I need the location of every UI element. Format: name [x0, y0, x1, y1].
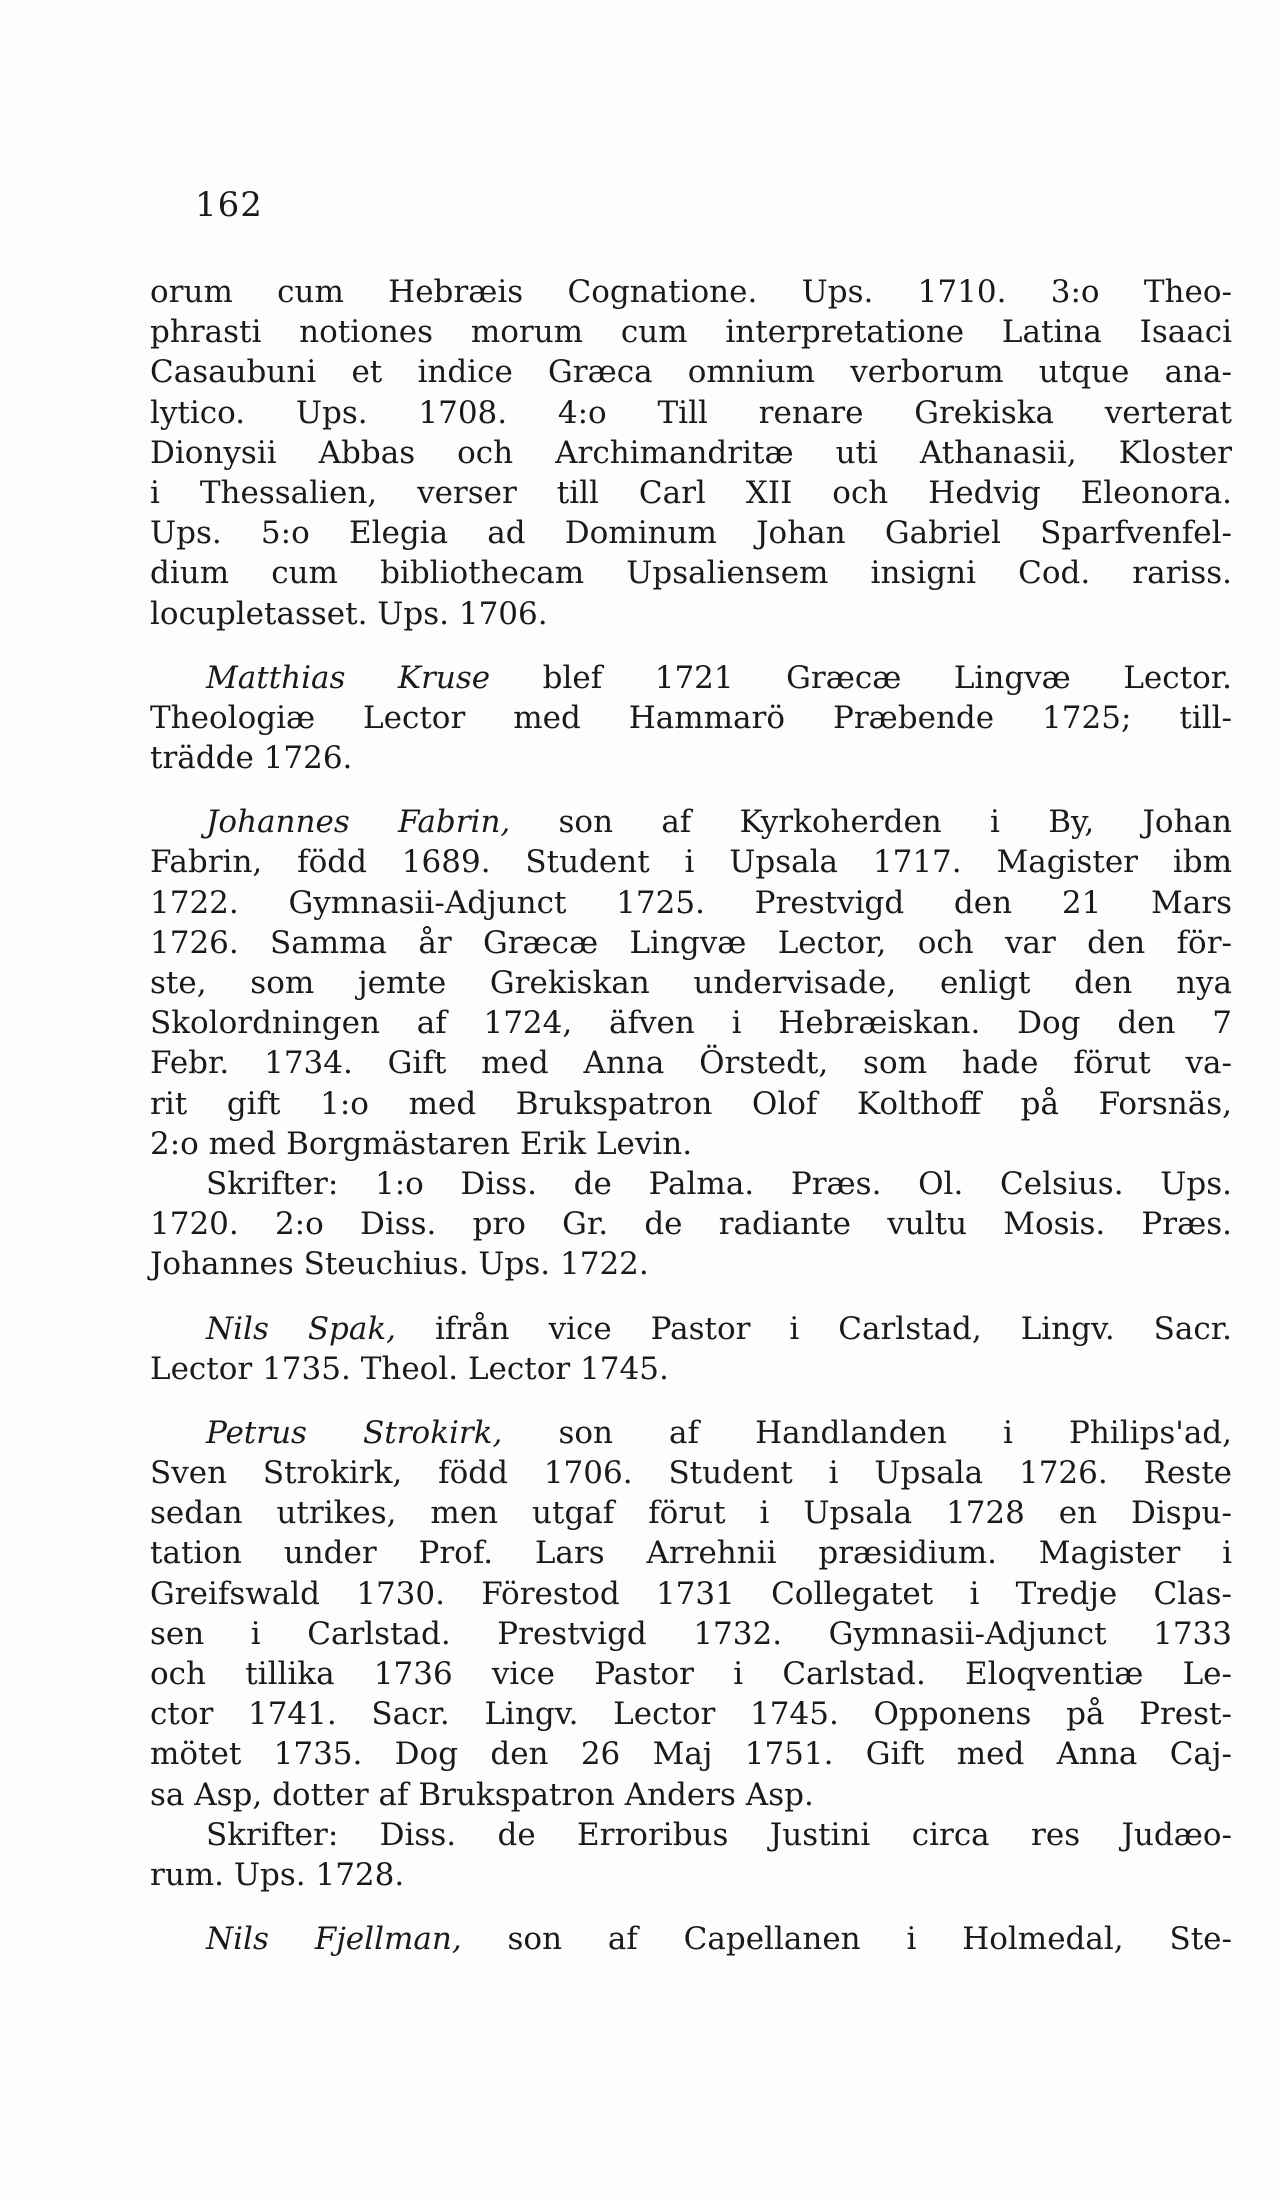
text-line: Casaubuni et indice Græca omnium verborum utque ana- — [150, 354, 1232, 391]
text-line: 2:o med Borgmästaren Erik Levin. — [150, 1125, 693, 1162]
entry-first-line — [150, 1309, 1232, 1349]
entry-name: Petrus Strokirk, — [206, 1414, 503, 1451]
text-line: 1722. Gymnasii-Adjunct 1725. Prestvigd den 21 Mars — [150, 884, 1232, 921]
entry-first-line — [150, 802, 1232, 842]
text-line: Febr. 1734. Gift med Anna Örstedt, som hade förut va- — [150, 1045, 1232, 1082]
text-body — [150, 272, 1232, 1959]
entry-name: Matthias Kruse — [206, 659, 491, 696]
text-span: blef 1721 Græcæ Lingvæ Lector. — [490, 659, 1232, 696]
text-line: dium cum bibliothecam Upsaliensem insigni Cod. rariss. — [150, 555, 1232, 592]
text-span: son af Kyrkoherden i By, Johan — [510, 804, 1232, 841]
text-line: mötet 1735. Dog den 26 Maj 1751. Gift med Anna Caj- — [150, 1736, 1232, 1773]
entry-name: Nils Spak, — [206, 1310, 397, 1347]
text-line: lytico. Ups. 1708. 4:o Till renare Grekiska verterat — [150, 394, 1232, 431]
text-line: rit gift 1:o med Brukspatron Olof Kolthoff på Forsnäs, — [150, 1085, 1232, 1122]
text-line: Dionysii Abbas och Archimandritæ uti Athanasii, Kloster — [150, 434, 1232, 471]
text-line: 1726. Samma år Græcæ Lingvæ Lector, och var den för- — [150, 924, 1232, 961]
text-line: Skrifter: Diss. de Erroribus Justini circa res Judæo- — [206, 1816, 1232, 1853]
text-line: Greifswald 1730. Förestod 1731 Collegatet i Tredje Clas- — [150, 1575, 1232, 1612]
page-number: 162 — [195, 185, 263, 225]
entry-first-line — [150, 1413, 1232, 1453]
text-line: Sven Strokirk, född 1706. Student i Upsala 1726. Reste — [150, 1455, 1232, 1492]
text-line: 1720. 2:o Diss. pro Gr. de radiante vultu Mosis. Præs. — [150, 1206, 1232, 1243]
entry-name: Nils Fjellman, — [206, 1921, 462, 1958]
text-line: sa Asp, dotter af Brukspatron Anders Asp. — [150, 1776, 814, 1813]
text-line: Lector 1735. Theol. Lector 1745. — [150, 1350, 669, 1387]
text-line: sen i Carlstad. Prestvigd 1732. Gymnasii-Adjunct 1733 — [150, 1615, 1232, 1652]
text-span: ifrån vice Pastor i Carlstad, Lingv. Sacr. — [396, 1310, 1232, 1347]
text-span: son af Handlanden i Philips'ad, — [502, 1414, 1232, 1451]
text-line: Ups. 5:o Elegia ad Dominum Johan Gabriel Sparfvenfel- — [150, 515, 1232, 552]
text-line: ctor 1741. Sacr. Lingv. Lector 1745. Opponens på Prest- — [150, 1696, 1232, 1733]
text-line: och tillika 1736 vice Pastor i Carlstad. Eloqventiæ Le- — [150, 1656, 1232, 1692]
text-line: tation under Prof. Lars Arrehnii præsidium. Magister i — [150, 1535, 1232, 1572]
text-line: sedan utrikes, men utgaf förut i Upsala 1728 en Dispu- — [150, 1495, 1232, 1532]
text-line: phrasti notiones morum cum interpretatione Latina Isaaci — [150, 314, 1232, 351]
text-line: orum cum Hebræis Cognatione. Ups. 1710. 3:o Theo- — [150, 274, 1232, 310]
text-line: Fabrin, född 1689. Student i Upsala 1717. Magister ibm — [150, 844, 1232, 881]
text-line: trädde 1726. — [150, 740, 353, 777]
text-line: Skrifter: 1:o Diss. de Palma. Præs. Ol. Celsius. Ups. — [206, 1165, 1232, 1202]
text-line: ste, som jemte Grekiskan undervisade, enligt den nya — [150, 965, 1232, 1001]
entry-name: Johannes Fabrin, — [206, 804, 511, 841]
text-line: Johannes Steuchius. Ups. 1722. — [150, 1246, 649, 1283]
text-line: Skolordningen af 1724, äfven i Hebræiskan. Dog den 7 — [150, 1005, 1232, 1042]
text-span: son af Capellanen i Holmedal, Ste- — [461, 1921, 1232, 1958]
text-line: Theologiæ Lector med Hammarö Præbende 1725; till- — [150, 699, 1232, 736]
entry-first-line — [150, 658, 1232, 698]
text-line: rum. Ups. 1728. — [150, 1856, 405, 1893]
text-line: i Thessalien, verser till Carl XII och Hedvig Eleonora. — [150, 474, 1232, 511]
text-line: locupletasset. Ups. 1706. — [150, 595, 548, 632]
entry-first-line — [150, 1919, 1232, 1959]
